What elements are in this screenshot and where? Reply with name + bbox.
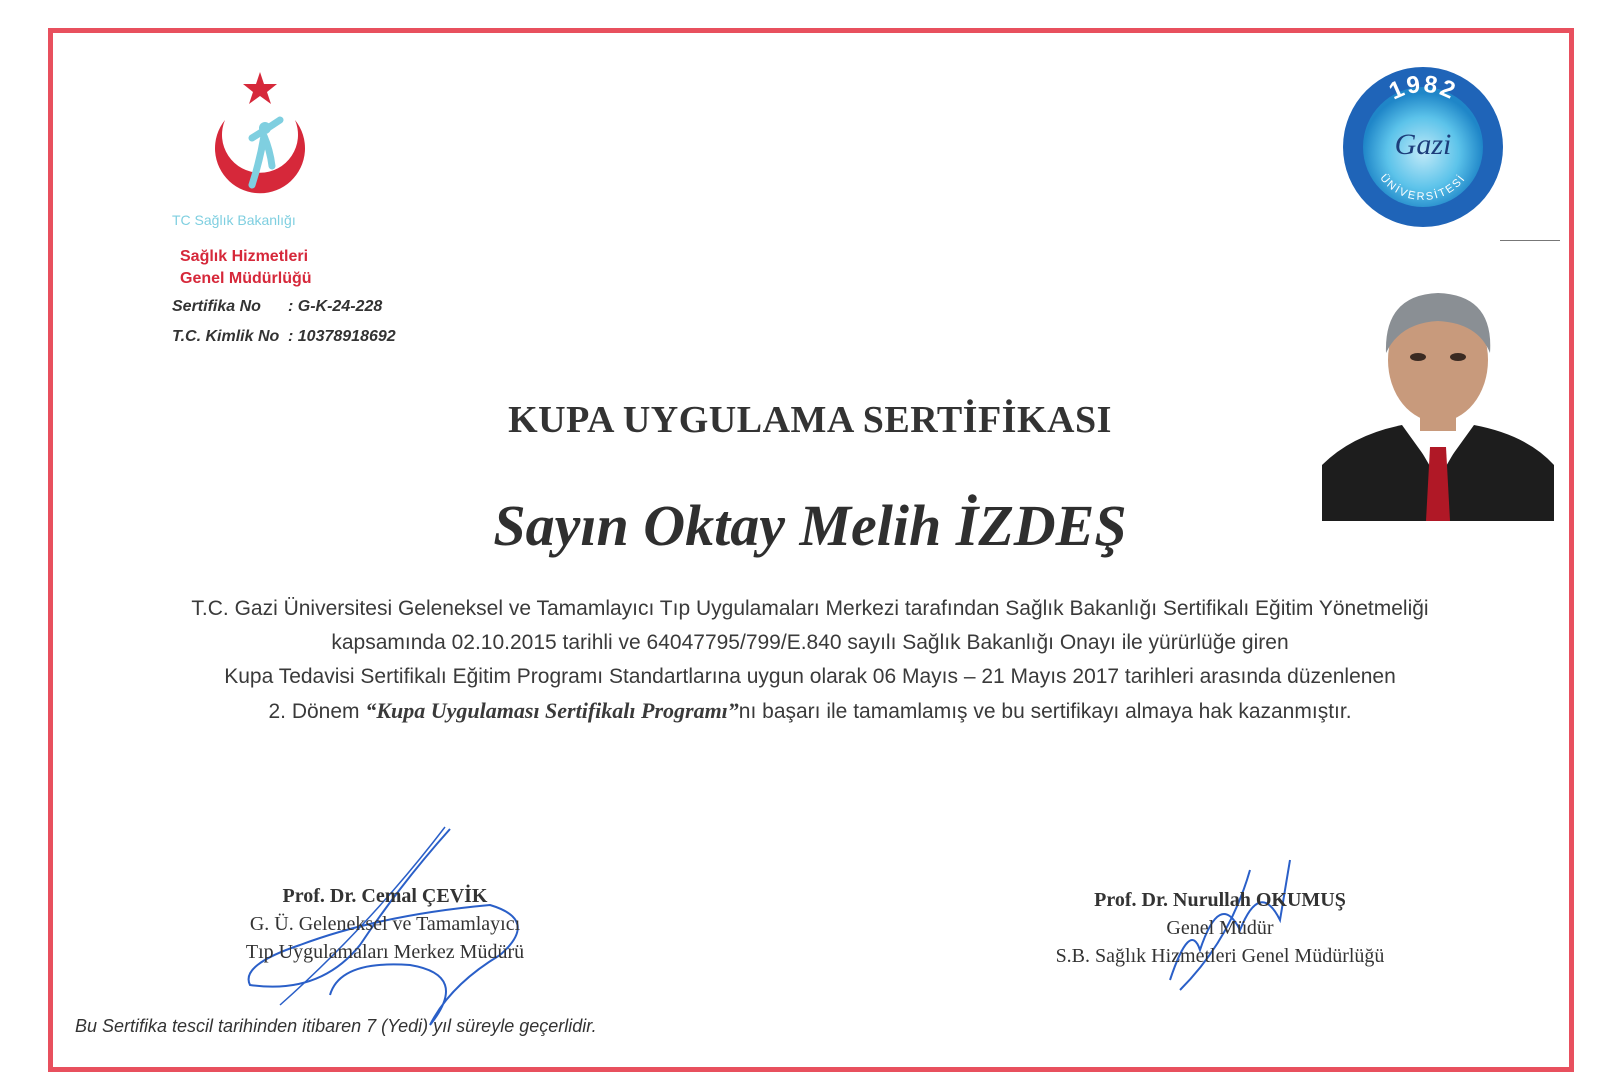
svg-text:1982: 1982 [1385,70,1461,106]
ministry-logo-icon [190,70,330,220]
left-signatory-role-2: Tıp Uygulamaları Merkez Müdürü [245,941,525,963]
body-line-2: kapsamında 02.10.2015 tarihli ve 64047795/799/E.840 sayılı Sağlık Bakanlığı Onayı ile yürürlüğe giren [331,631,1289,654]
validity-note: Bu Sertifika tescil tarihinden itibaren 7 (Yedi) yıl süreyle geçerlidir. [75,1016,597,1036]
recipient-name: Sayın Oktay Melih İZDEŞ [493,493,1127,558]
certificate-number-label: Sertifika No [172,298,261,315]
right-signatory-name: Prof. Dr. Nurullah OKUMUŞ [1094,889,1346,911]
svg-text:Gazi: Gazi [1394,128,1452,161]
id-number-value: : 10378918692 [288,328,396,345]
body-line-4 [110,694,1510,729]
term-text: 2. Dönem [268,700,366,723]
ministry-dept-line1: Sağlık Hizmetleri [180,248,309,265]
right-signatory [1010,886,1430,970]
completion-text: nı başarı ile tamamlamış ve bu sertifikayı almaya hak kazanmıştır. [738,700,1352,723]
body-line-3: Kupa Tedavisi Sertifikalı Eğitim Programı Standartlarına uygun olarak 06 Mayıs – 21 Mayıs 2017 tarihleri arasında düzenlenen [224,665,1396,688]
id-number-row [172,328,396,346]
left-signatory-name: Prof. Dr. Cemal ÇEVİK [282,885,488,907]
ministry-name: TC Sağlık Bakanlığı [172,212,296,228]
certificate-number-row [172,298,382,316]
ministry-department [180,246,340,290]
certificate-title: KUPA UYGULAMA SERTİFİKASI [508,399,1112,441]
right-signatory-role-1: Genel Müdür [1166,917,1274,939]
left-signatory [215,882,555,966]
certificate-body [110,592,1510,729]
certificate-number-value: : G-K-24-228 [288,298,383,315]
program-name: “Kupa Uygulaması Sertifikalı Programı” [365,698,739,723]
ministry-dept-line2: Genel Müdürlüğü [180,270,312,287]
left-signatory-role-1: G. Ü. Geleneksel ve Tamamlayıcı [249,913,521,935]
right-signatory-role-2: S.B. Sağlık Hizmetleri Genel Müdürlüğü [1055,945,1385,967]
id-number-label: T.C. Kimlik No [172,328,280,345]
svg-text:ÜNİVERSİTESİ: ÜNİVERSİTESİ [1377,172,1469,204]
gazi-university-seal-icon [1340,64,1506,230]
body-line-1: T.C. Gazi Üniversitesi Geleneksel ve Tamamlayıcı Tıp Uygulamaları Merkezi tarafından Sağlık Bakanlığı Sertifikalı Eğitim Yönetmeliği [191,597,1429,620]
seal-divider [1500,240,1560,241]
